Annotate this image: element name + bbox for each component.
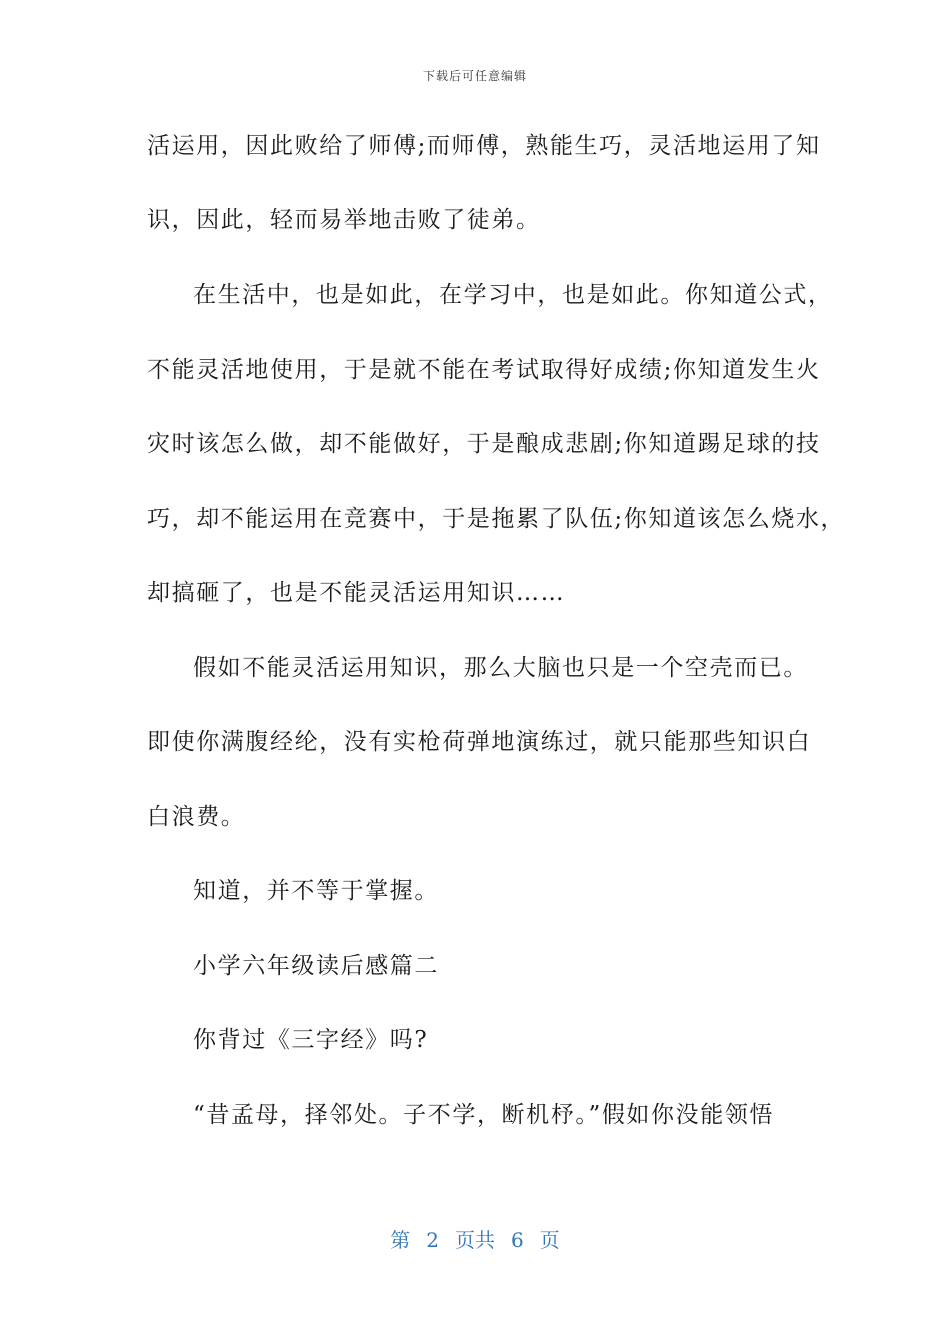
text-line: 灾时该怎么做，却不能做好，于是酿成悲剧;你知道踢足球的技 xyxy=(147,431,821,457)
text-line: 白浪费。 xyxy=(147,804,246,830)
text-line: “昔孟母，择邻处。子不学，断机杼。”假如你没能领悟 xyxy=(193,1102,775,1128)
current-page-number: 2 xyxy=(426,1228,439,1252)
text-line: 在生活中，也是如此，在学习中，也是如此。你知道公式， xyxy=(193,282,833,308)
section-heading: 小学六年级读后感篇二 xyxy=(193,953,439,979)
text-line: 却搞砸了，也是不能灵活运用知识…… xyxy=(147,580,566,606)
text-line: 你背过《三字经》吗? xyxy=(193,1027,429,1053)
page-mid: 页共 xyxy=(455,1228,495,1252)
text-line: 活运用，因此败给了师傅;而师傅，熟能生巧，灵活地运用了知 xyxy=(147,133,821,159)
page-prefix: 第 xyxy=(390,1228,411,1252)
total-pages-number: 6 xyxy=(511,1228,524,1252)
text-line: 假如不能灵活运用知识，那么大脑也只是一个空壳而已。 xyxy=(193,655,808,681)
text-line: 知道，并不等于掌握。 xyxy=(193,878,439,904)
text-line: 识，因此，轻而易举地击败了徒弟。 xyxy=(147,207,541,233)
page-footer xyxy=(0,1224,950,1253)
text-line: 不能灵活地使用，于是就不能在考试取得好成绩;你知道发生火 xyxy=(147,357,821,383)
text-line: 即使你满腹经纶，没有实枪荷弹地演练过，就只能那些知识白 xyxy=(147,729,812,755)
text-line: 巧，却不能运用在竞赛中，于是拖累了队伍;你知道该怎么烧水， xyxy=(147,506,846,532)
page-suffix: 页 xyxy=(539,1228,560,1252)
header-note: 下载后可任意编辑 xyxy=(422,69,527,83)
